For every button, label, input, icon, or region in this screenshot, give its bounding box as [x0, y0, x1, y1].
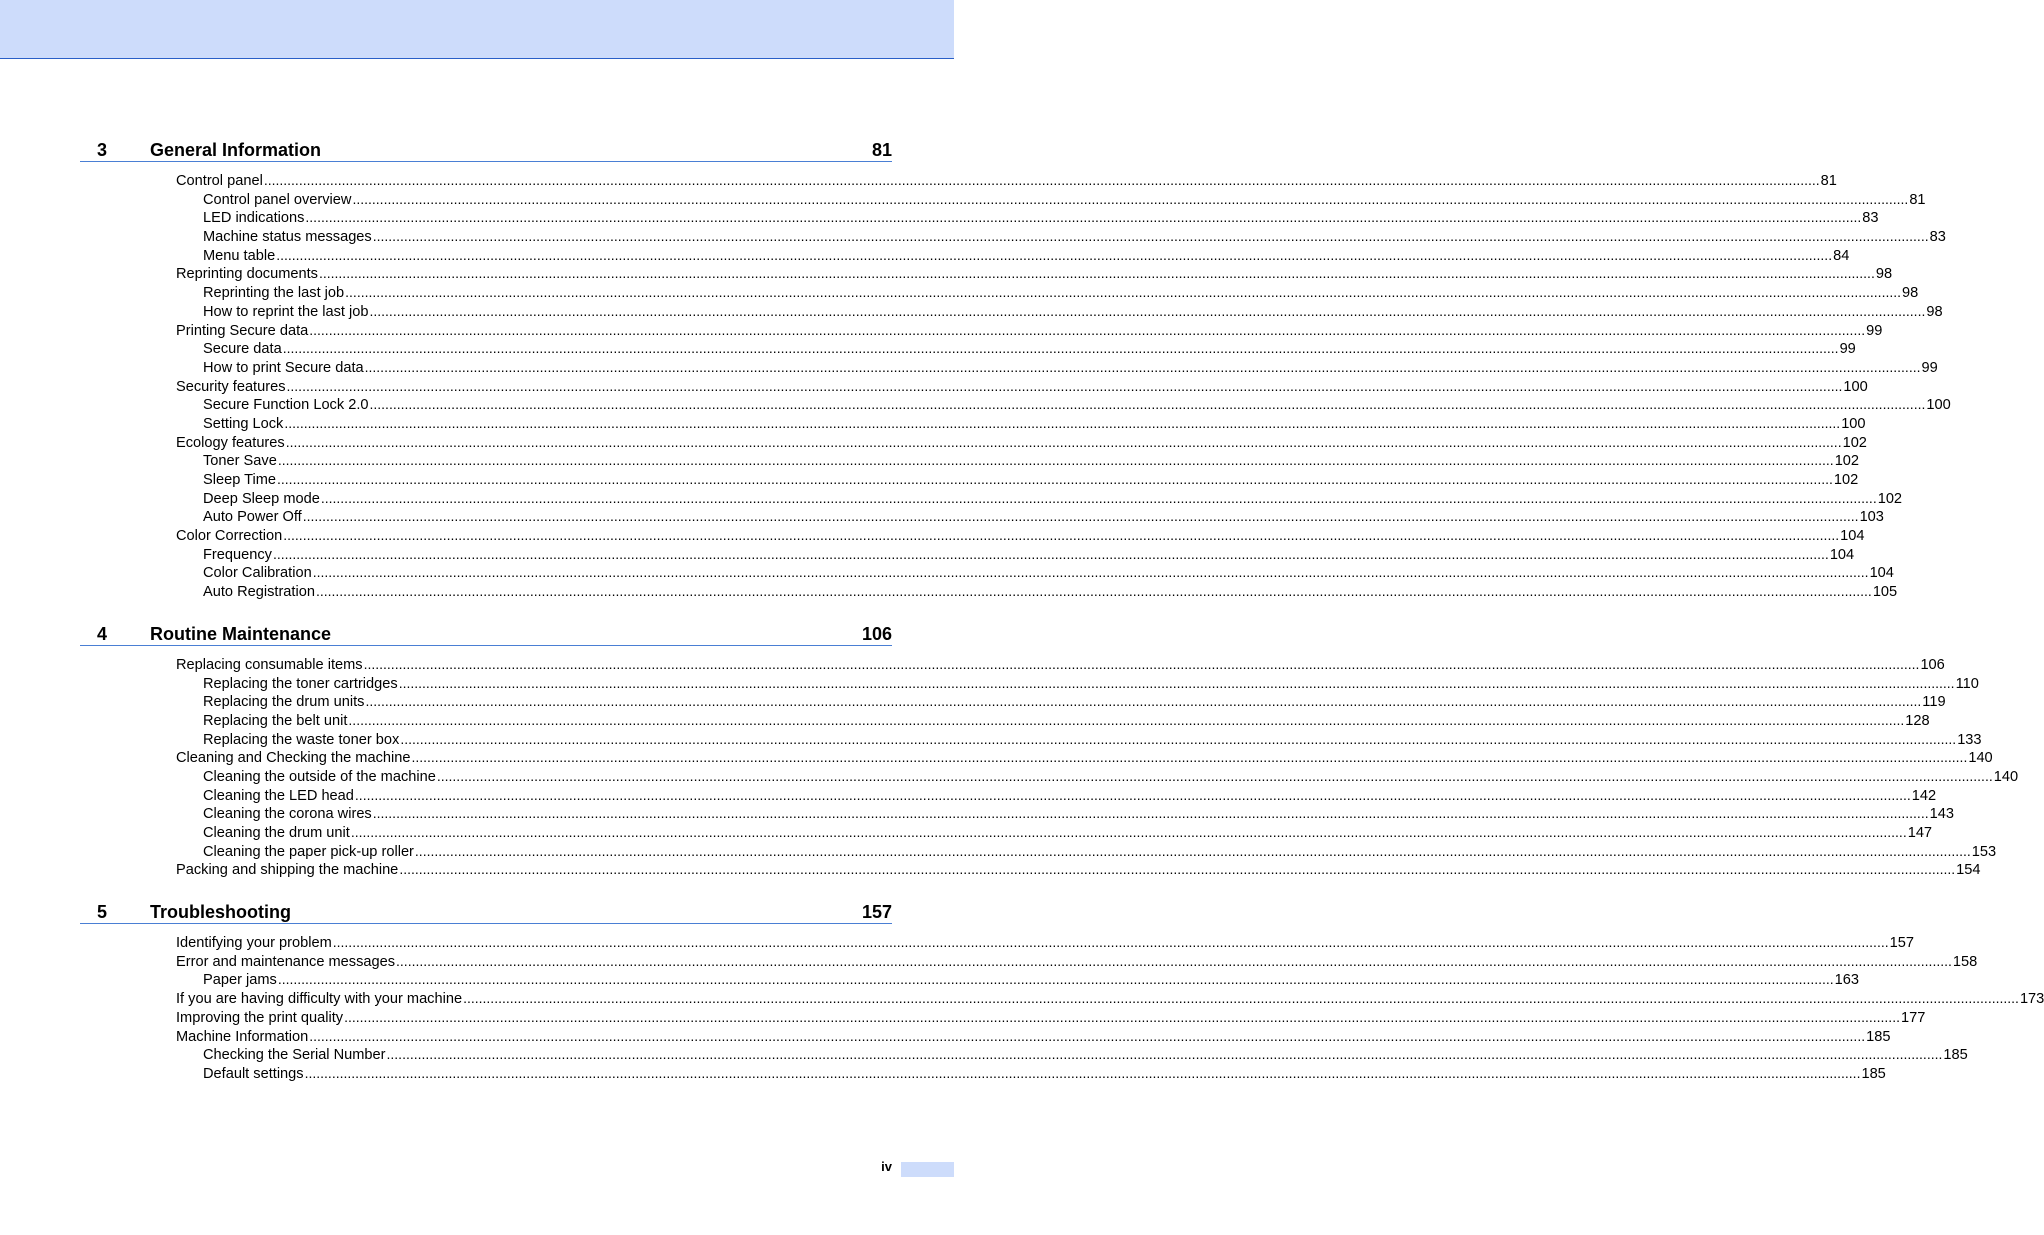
entry-title: Packing and shipping the machine — [176, 862, 399, 879]
entry-page: 83 — [1862, 210, 1879, 227]
dot-leader: ................................................................................................................................................................................................................................................................................................................................................................................................................ — [315, 583, 1872, 600]
dot-leader: ................................................................................................................................................................................................................................................................................................................................................................................................................ — [414, 842, 1971, 859]
dot-leader: ................................................................................................................................................................................................................................................................................................................................................................................................................ — [312, 564, 1869, 581]
entry-page: 99 — [1839, 341, 1856, 358]
toc-entry[interactable] — [80, 526, 1865, 545]
chapter-title: General Information — [150, 140, 322, 160]
header-band — [0, 0, 954, 59]
dot-leader: ................................................................................................................................................................................................................................................................................................................................................................................................................ — [285, 433, 1842, 450]
dot-leader: ................................................................................................................................................................................................................................................................................................................................................................................................................ — [276, 246, 1833, 263]
dot-leader: ................................................................................................................................................................................................................................................................................................................................................................................................................ — [411, 749, 1968, 766]
entry-title: Printing Secure data — [176, 322, 309, 339]
entry-title: Replacing the drum units — [203, 694, 365, 711]
entry-page: 140 — [1968, 750, 1993, 767]
entry-page: 102 — [1877, 490, 1903, 507]
entry-page: 104 — [1829, 546, 1855, 563]
entry-page: 81 — [1909, 191, 1926, 208]
dot-leader: ................................................................................................................................................................................................................................................................................................................................................................................................................ — [396, 952, 1952, 969]
entry-title: Error and maintenance messages — [176, 953, 396, 970]
toc-subentry[interactable] — [80, 786, 1937, 805]
dot-leader: ................................................................................................................................................................................................................................................................................................................................................................................................................ — [463, 990, 2019, 1007]
dot-leader: ................................................................................................................................................................................................................................................................................................................................................................................................................ — [399, 861, 1956, 878]
toc-entry[interactable] — [80, 321, 1883, 340]
entry-title: Cleaning the corona wires — [203, 806, 372, 823]
page-number: iv — [881, 1159, 892, 1174]
entry-page: 185 — [1943, 1047, 1968, 1064]
entry-page: 140 — [1993, 768, 2019, 785]
entry-title: Secure Function Lock 2.0 — [203, 397, 369, 414]
chapter-number: 4 — [97, 623, 108, 644]
dot-leader: ................................................................................................................................................................................................................................................................................................................................................................................................................ — [350, 824, 1907, 840]
entry-title: Cleaning the outside of the machine — [203, 768, 436, 785]
chapter-heading[interactable] — [80, 895, 892, 924]
toc-subentry[interactable] — [80, 545, 1855, 564]
entry-page: 153 — [1971, 843, 1997, 860]
toc-entry[interactable] — [80, 1027, 1891, 1046]
toc-subentry[interactable] — [80, 970, 1860, 989]
entry-page: 98 — [1902, 285, 1919, 302]
toc-subentry[interactable] — [80, 804, 1954, 823]
toc-subentry[interactable] — [80, 395, 1951, 414]
dot-leader: ................................................................................................................................................................................................................................................................................................................................................................................................................ — [386, 1046, 1943, 1063]
dot-leader: ................................................................................................................................................................................................................................................................................................................................................................................................................ — [400, 730, 1957, 747]
dot-leader: ................................................................................................................................................................................................................................................................................................................................................................................................................ — [282, 340, 1839, 357]
entry-page: 173 — [2019, 991, 2044, 1008]
entry-page: 185 — [1866, 1028, 1891, 1045]
entry-page: 119 — [1922, 694, 1946, 711]
toc-entry[interactable] — [80, 655, 1945, 674]
dot-leader: ................................................................................................................................................................................................................................................................................................................................................................................................................ — [344, 1008, 1900, 1025]
entry-page: 154 — [1956, 862, 1981, 879]
toc-entry[interactable] — [80, 264, 1893, 283]
entry-title: Control panel overview — [203, 191, 352, 208]
dot-leader: ................................................................................................................................................................................................................................................................................................................................................................................................................ — [302, 508, 1859, 525]
dot-leader: ................................................................................................................................................................................................................................................................................................................................................................................................................ — [348, 711, 1905, 728]
toc-entry[interactable] — [80, 989, 2044, 1008]
entry-page: 102 — [1842, 434, 1867, 451]
dot-leader: ................................................................................................................................................................................................................................................................................................................................................................................................................ — [277, 971, 1834, 988]
entry-page: 157 — [1889, 935, 1914, 952]
entry-title: Toner Save — [203, 453, 277, 470]
chapter-page: 157 — [861, 902, 892, 923]
entry-title: Deep Sleep mode — [203, 490, 320, 507]
entry-page: 102 — [1833, 472, 1859, 488]
entry-page: 110 — [1955, 675, 1979, 692]
entry-title: Frequency — [203, 546, 272, 563]
dot-leader: ................................................................................................................................................................................................................................................................................................................................................................................................................ — [363, 655, 1920, 672]
chapter-number: 3 — [97, 140, 108, 160]
entry-title: Secure data — [203, 341, 282, 358]
entry-page: 128 — [1905, 712, 1930, 729]
toc-subentry[interactable] — [80, 674, 1979, 693]
entry-page: 133 — [1957, 731, 1982, 748]
toc-entry[interactable] — [80, 1008, 1926, 1027]
toc-subentry[interactable] — [80, 208, 1879, 227]
chapter-section — [80, 895, 2044, 1083]
entry-page: 99 — [1921, 359, 1938, 376]
entry-title: Cleaning the LED head — [203, 787, 354, 804]
toc-subentry[interactable] — [80, 358, 1938, 377]
entry-page: 98 — [1926, 303, 1943, 320]
entry-page: 103 — [1859, 509, 1884, 526]
dot-leader: ................................................................................................................................................................................................................................................................................................................................................................................................................ — [309, 321, 1866, 338]
toc-entry[interactable] — [80, 952, 1978, 971]
entry-page: 100 — [1926, 397, 1951, 414]
entry-title: Ecology features — [176, 434, 285, 451]
toc-subentry[interactable] — [80, 823, 1933, 842]
toc-subentry[interactable] — [80, 1064, 1886, 1083]
entry-title: Reprinting documents — [176, 266, 318, 283]
toc-subentry[interactable] — [80, 246, 1850, 265]
dot-leader: ................................................................................................................................................................................................................................................................................................................................................................................................................ — [345, 284, 1902, 301]
entry-title: Cleaning the drum unit — [203, 825, 350, 841]
chapter-page: 81 — [871, 140, 892, 160]
toc-subentry[interactable] — [80, 842, 1997, 861]
dot-leader: ................................................................................................................................................................................................................................................................................................................................................................................................................ — [318, 265, 1875, 282]
toc-entry[interactable] — [80, 433, 1867, 452]
dot-leader: ................................................................................................................................................................................................................................................................................................................................................................................................................ — [284, 414, 1841, 431]
dot-leader: ................................................................................................................................................................................................................................................................................................................................................................................................................ — [309, 1027, 1866, 1044]
entry-title: Replacing the toner cartridges — [203, 675, 398, 692]
page-tab-marker — [901, 1162, 954, 1177]
dot-leader: ................................................................................................................................................................................................................................................................................................................................................................................................................ — [352, 190, 1909, 207]
entry-page: 98 — [1875, 266, 1893, 283]
toc-entry[interactable] — [80, 933, 1914, 952]
entry-title: Identifying your problem — [176, 935, 332, 952]
entry-title: Security features — [176, 378, 286, 395]
toc-subentry[interactable] — [80, 414, 1866, 433]
entry-page: 106 — [1920, 656, 1945, 673]
entry-title: If you are having difficulty with your machine — [176, 991, 463, 1008]
entry-title: Cleaning the paper pick-up roller — [203, 843, 414, 860]
entry-title: Menu table — [203, 247, 276, 264]
entry-page: 143 — [1929, 806, 1954, 823]
entry-page: 163 — [1834, 972, 1860, 989]
entry-title: Color Calibration — [203, 565, 312, 582]
dot-leader: ................................................................................................................................................................................................................................................................................................................................................................................................................ — [320, 489, 1877, 506]
entry-title: How to reprint the last job — [203, 303, 369, 320]
dot-leader: ................................................................................................................................................................................................................................................................................................................................................................................................................ — [369, 302, 1926, 319]
entry-page: 81 — [1820, 173, 1837, 189]
toc-subentry[interactable] — [80, 582, 1898, 601]
toc-entry[interactable] — [80, 860, 1981, 879]
dot-leader: ................................................................................................................................................................................................................................................................................................................................................................................................................ — [369, 396, 1926, 413]
table-of-contents — [80, 133, 2044, 1099]
entry-title: Sleep Time — [203, 472, 277, 488]
toc-subentry[interactable] — [80, 451, 1860, 470]
entry-title: Auto Power Off — [203, 509, 302, 526]
chapter-page: 106 — [861, 623, 892, 644]
entry-title: How to print Secure data — [203, 359, 364, 376]
entry-page: 83 — [1929, 229, 1946, 246]
entry-title: Reprinting the last job — [203, 285, 345, 302]
toc-subentry[interactable] — [80, 692, 1946, 711]
toc-subentry[interactable] — [80, 730, 1982, 749]
chapter-title: Routine Maintenance — [150, 623, 332, 644]
entry-title: LED indications — [203, 210, 305, 227]
toc-subentry[interactable] — [80, 190, 1926, 209]
toc-subentry[interactable] — [80, 283, 1919, 302]
dot-leader: ................................................................................................................................................................................................................................................................................................................................................................................................................ — [354, 786, 1911, 803]
dot-leader: ................................................................................................................................................................................................................................................................................................................................................................................................................ — [365, 693, 1922, 710]
entry-page: 100 — [1841, 415, 1866, 432]
entry-title: Color Correction — [176, 528, 283, 545]
entry-page: 104 — [1869, 565, 1894, 582]
entry-title: Control panel — [176, 173, 263, 189]
dot-leader: ................................................................................................................................................................................................................................................................................................................................................................................................................ — [304, 1064, 1861, 1081]
toc-subentry[interactable] — [80, 711, 1930, 730]
toc-entry[interactable] — [80, 171, 1837, 190]
toc-subentry[interactable] — [80, 489, 1903, 508]
entry-page: 102 — [1834, 453, 1860, 470]
entry-title: Default settings — [203, 1065, 304, 1082]
dot-leader: ................................................................................................................................................................................................................................................................................................................................................................................................................ — [286, 377, 1843, 394]
toc-subentry[interactable] — [80, 767, 2019, 786]
entry-title: Checking the Serial Number — [203, 1047, 386, 1064]
entry-page: 177 — [1900, 1009, 1926, 1026]
entry-page: 84 — [1833, 247, 1850, 264]
entry-page: 142 — [1911, 787, 1937, 804]
entry-page: 104 — [1840, 528, 1865, 545]
chapter-heading[interactable] — [80, 617, 892, 646]
dot-leader: ................................................................................................................................................................................................................................................................................................................................................................................................................ — [364, 358, 1921, 375]
entry-title: Machine status messages — [203, 229, 372, 246]
toc-subentry[interactable] — [80, 227, 1946, 246]
toc-subentry[interactable] — [80, 507, 1884, 526]
dot-leader: ................................................................................................................................................................................................................................................................................................................................................................................................................ — [436, 767, 1993, 784]
entry-page: 185 — [1861, 1065, 1886, 1082]
entry-title: Paper jams — [203, 972, 277, 989]
dot-leader: ................................................................................................................................................................................................................................................................................................................................................................................................................ — [277, 471, 1833, 487]
toc-entry[interactable] — [80, 377, 1868, 396]
toc-subentry[interactable] — [80, 302, 1943, 321]
dot-leader: ................................................................................................................................................................................................................................................................................................................................................................................................................ — [263, 172, 1820, 188]
dot-leader: ................................................................................................................................................................................................................................................................................................................................................................................................................ — [332, 934, 1889, 951]
chapter-title: Troubleshooting — [150, 902, 291, 923]
entry-title: Replacing consumable items — [176, 656, 363, 673]
toc-subentry[interactable] — [80, 563, 1894, 582]
entry-title: Setting Lock — [203, 415, 284, 432]
entry-page: 147 — [1907, 825, 1933, 841]
toc-subentry[interactable] — [80, 339, 1856, 358]
entry-title: Improving the print quality — [176, 1009, 344, 1026]
entry-title: Cleaning and Checking the machine — [176, 750, 411, 767]
entry-page: 100 — [1843, 378, 1868, 395]
entry-title: Machine Information — [176, 1028, 309, 1045]
toc-entry[interactable] — [80, 748, 1993, 767]
chapter-section — [80, 133, 1951, 601]
dot-leader: ................................................................................................................................................................................................................................................................................................................................................................................................................ — [277, 452, 1834, 469]
chapter-heading[interactable] — [80, 133, 892, 162]
entry-page: 158 — [1952, 953, 1978, 970]
entry-page: 99 — [1866, 322, 1883, 339]
dot-leader: ................................................................................................................................................................................................................................................................................................................................................................................................................ — [272, 545, 1829, 562]
dot-leader: ................................................................................................................................................................................................................................................................................................................................................................................................................ — [305, 209, 1862, 226]
toc-subentry[interactable] — [80, 1045, 1968, 1064]
entry-title: Replacing the belt unit — [203, 712, 348, 729]
dot-leader: ................................................................................................................................................................................................................................................................................................................................................................................................................ — [372, 805, 1929, 822]
dot-leader: ................................................................................................................................................................................................................................................................................................................................................................................................................ — [398, 674, 1955, 691]
entry-page: 105 — [1872, 584, 1898, 601]
chapter-section — [80, 617, 2019, 879]
entry-title: Replacing the waste toner box — [203, 731, 400, 748]
toc-subentry[interactable] — [80, 470, 1859, 489]
dot-leader: ................................................................................................................................................................................................................................................................................................................................................................................................................ — [372, 228, 1929, 245]
entry-title: Auto Registration — [203, 584, 315, 601]
chapter-number: 5 — [97, 902, 108, 923]
dot-leader: ................................................................................................................................................................................................................................................................................................................................................................................................................ — [283, 527, 1840, 544]
